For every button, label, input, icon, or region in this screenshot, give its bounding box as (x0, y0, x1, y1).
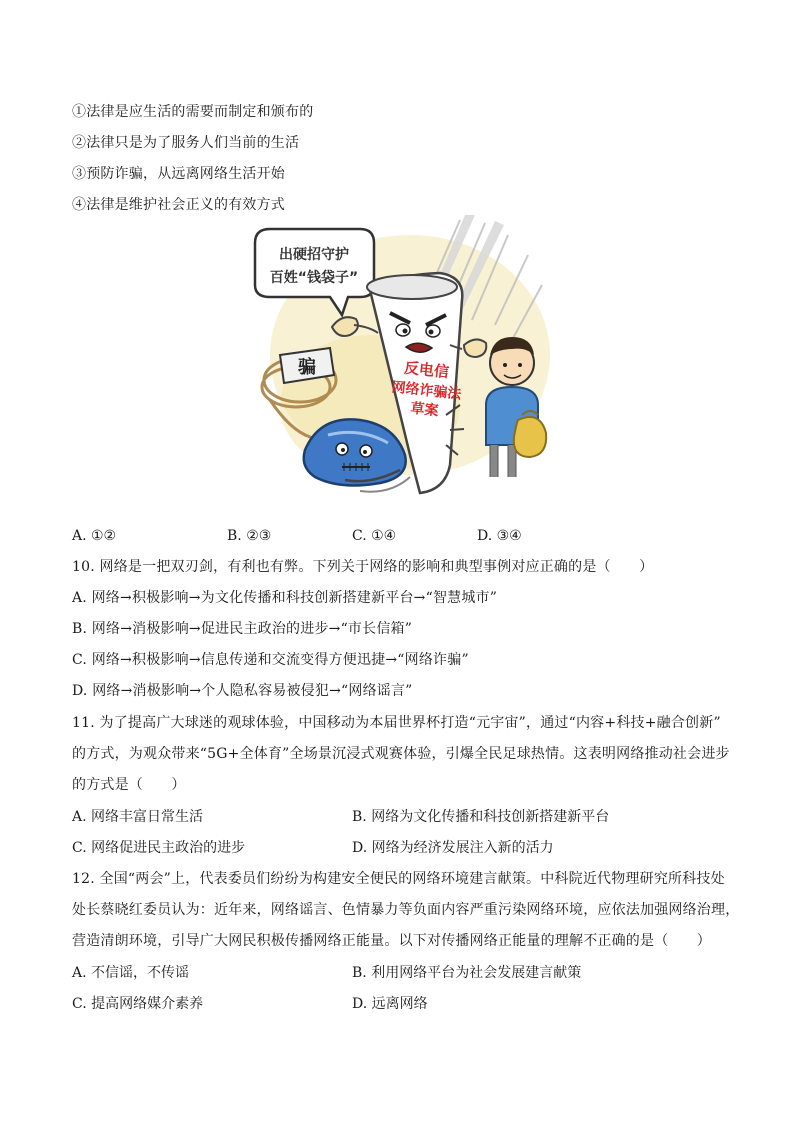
q11-stem-line-2: 的方式，为观众带来“5G+全体育”全场景沉浸式观赛体验，引爆全民足球热情。这表明网络推动社会进步 (72, 746, 730, 762)
q9-option-a[interactable]: A. ①② (72, 528, 117, 544)
q10-option-d[interactable]: D. 网络→消极影响→个人隐私容易被侵犯→“网络谣言” (72, 683, 413, 699)
q10-option-c[interactable]: C. 网络→积极影响→信息传递和交流变得方便迅捷→“网络诈骗” (72, 652, 469, 668)
q10-option-b[interactable]: B. 网络→消极影响→促进民主政治的进步→“市长信箱” (72, 621, 413, 637)
q12-option-c[interactable]: C. 提高网络媒介素养 (72, 996, 204, 1012)
q12-option-b[interactable]: B. 利用网络平台为社会发展建言献策 (352, 965, 582, 981)
q11-option-b[interactable]: B. 网络为文化传播和科技创新搭建新平台 (352, 809, 610, 825)
statement-2: ②法律只是为了服务人们当前的生活 (72, 135, 300, 151)
q12-stem-line-2: 处长蔡晓红委员认为：近年来，网络谣言、色情暴力等负面内容严重污染网络环境，应依法加强网络治理， (72, 902, 740, 918)
q12-option-a[interactable]: A. 不信谣，不传谣 (72, 965, 190, 981)
q12-stem-line-1: 12. 全国“两会”上，代表委员们纷纷为构建安全便民的网络环境建言献策。中科院近代物理研究所科技处 (72, 871, 725, 887)
q11-option-a[interactable]: A. 网络丰富日常生活 (72, 809, 204, 825)
q11-option-c[interactable]: C. 网络促进民主政治的进步 (72, 840, 246, 856)
q11-option-d[interactable]: D. 网络为经济发展注入新的活力 (352, 840, 554, 856)
anti-fraud-cartoon (250, 215, 550, 510)
bubble-line-1: 出硬招守护 (279, 247, 349, 263)
q9-option-b[interactable]: B. ②③ (227, 528, 272, 544)
fraud-sign-text: 骗 (298, 357, 316, 378)
q9-option-c[interactable]: C. ①④ (352, 528, 397, 544)
scroll-line-3: 草案 (409, 400, 440, 420)
q11-stem-line-3: 的方式是（ ） (72, 777, 186, 793)
q10-option-a[interactable]: A. 网络→积极影响→为文化传播和科技创新搭建新平台→“智慧城市” (72, 590, 498, 606)
scroll-line-2: 网络诈骗法 (390, 379, 463, 403)
statement-1: ①法律是应生活的需要而制定和颁布的 (72, 104, 314, 120)
q12-stem-line-3: 营造清朗环境，引导广大网民积极传播网络正能量。以下对传播网络正能量的理解不正确的是（ ） (72, 933, 711, 949)
q12-option-d[interactable]: D. 远离网络 (352, 996, 428, 1012)
q10-stem: 10. 网络是一把双刃剑，有利也有弊。下列关于网络的影响和典型事例对应正确的是（ ） (72, 559, 654, 575)
statement-4: ④法律是维护社会正义的有效方式 (72, 197, 285, 213)
q9-option-d[interactable]: D. ③④ (477, 528, 522, 544)
scroll-line-1: 反电信 (403, 358, 450, 382)
q11-stem-line-1: 11. 为了提高广大球迷的观球体验，中国移动为本届世界杯打造“元宇宙”，通过“内容+科技+融合创新” (72, 715, 721, 731)
statement-3: ③预防诈骗，从远离网络生活开始 (72, 166, 285, 182)
bubble-line-2: 百姓“钱袋子” (269, 270, 359, 286)
